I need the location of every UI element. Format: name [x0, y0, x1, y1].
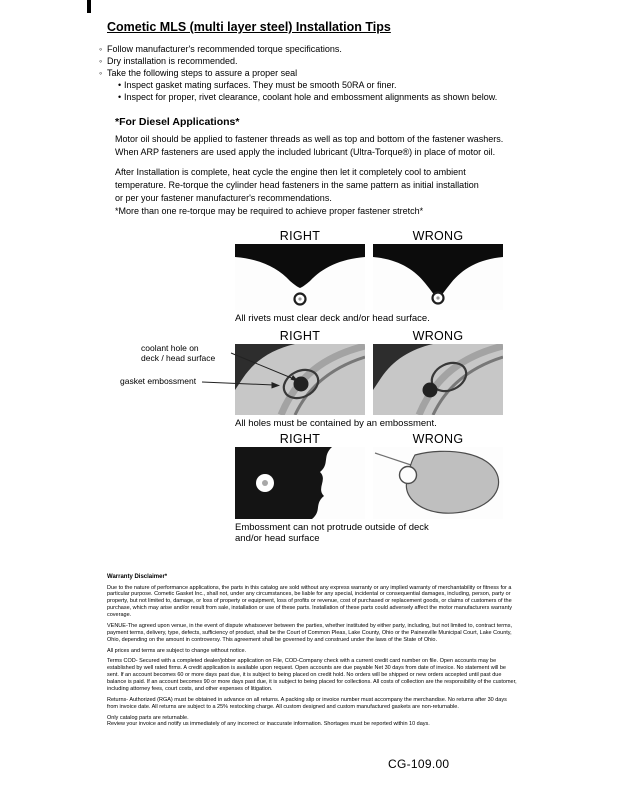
paragraph-line: or per your fastener manufacturer's recommendations.	[115, 193, 332, 203]
diagram-protrusion-wrong	[373, 447, 503, 519]
diagram-rivet-right	[235, 244, 365, 310]
disclaimer-paragraph: Only catalog parts are returnable.	[107, 714, 189, 721]
list-item-text: Inspect for proper, rivet clearance, coolant hole and embossment alignments as shown below.	[124, 92, 498, 102]
label-line: deck / head surface	[141, 353, 216, 363]
label-line: coolant hole on	[141, 343, 199, 353]
arrowhead-icon	[272, 382, 281, 389]
diagram-images	[235, 447, 507, 519]
scan-edge-mark	[87, 0, 91, 13]
paragraph-line: temperature. Re-torque the cylinder head fasteners in the same pattern as initial installation	[115, 180, 479, 190]
disclaimer-paragraph: Review your invoice and notify us immediately of any incorrect or inaccurate information. Shortages must be reported within 10 days.	[107, 721, 430, 728]
disclaimer-paragraph: All prices and terms are subject to change without notice.	[107, 647, 247, 654]
diagram-caption: All holes must be contained by an embossment.	[235, 418, 437, 429]
diesel-paragraph-heat-cycle	[115, 166, 479, 205]
list-item	[99, 43, 497, 55]
diagram-headings	[235, 229, 507, 243]
diagram-headings	[235, 329, 507, 343]
list-item-text: Take the following steps to assure a proper seal	[107, 68, 298, 78]
wrong-heading: WRONG	[412, 329, 464, 343]
dot-bullet-icon: •	[118, 92, 122, 102]
dot-bullet-icon: •	[118, 80, 122, 90]
wrong-heading: WRONG	[412, 432, 464, 446]
list-item	[99, 55, 497, 67]
caption-line: and/or head surface	[235, 533, 320, 544]
bullet-icon: ◦	[99, 44, 103, 54]
disclaimer-paragraph: Terms COD- Secured with a completed dealer/jobber application on File, COD-Company check with a current credit card number on file. Open accounts may be established by well rated firms. A credit application is available upon request. Open accounts are due payable Net 30 days from date of invoice. No statement will be sent. If an account becomes 60 or more days past due, it is subject to being placed on credit hold. No orders will be shipped or new orders accepted until past due balance is paid. If an account becomes 90 or more days past due, it is subject to being placed for collections. All costs of collection are the responsibility of the customer, including attorney fees, court costs, and other expenses of litigation.	[107, 658, 517, 692]
list-item	[99, 67, 497, 79]
list-item-text: Inspect gasket mating surfaces. They must be smooth 50RA or finer.	[124, 80, 397, 90]
embossment-hole-shape	[400, 467, 417, 484]
list-item-text: Follow manufacturer's recommended torque specifications.	[107, 44, 342, 54]
disclaimer-paragraph: Due to the nature of performance applications, the parts in this catalog are sold without any express warranty or any implied warranty of merchantability or fitness for a particular purpose. Cometic Gasket Inc., shall not, under any circumstances, be liable for any special, incidental or consequential damages, including, person, party or property, but not limited to, damage, or loss of property or equipment, loss of profits or revenue, cost of purchased or replacement goods, or claims of customers of the purchase, which may arise and/or result from sale, installation or use of these parts. Installation of these parts could adversely affect the motor manufacturers warranty coverage.	[107, 584, 512, 618]
list-item-text: Dry installation is recommended.	[107, 56, 238, 66]
right-heading: RIGHT	[279, 229, 321, 243]
coolant-hole-shape	[423, 383, 438, 398]
bullet-icon: ◦	[99, 56, 103, 66]
sub-list-item	[118, 91, 497, 103]
diagram-headings	[235, 432, 507, 446]
diesel-paragraph-oil	[115, 133, 503, 159]
diagram-embossment-wrong	[373, 344, 503, 415]
installation-tips-list	[99, 43, 497, 103]
diagram-caption: All rivets must clear deck and/or head surface.	[235, 313, 430, 324]
diagram-group-protrusion	[235, 432, 507, 544]
diagram-protrusion-right	[235, 447, 365, 519]
diagram-group-rivets	[235, 229, 507, 324]
caption-line: Embossment can not protrude outside of deck	[235, 522, 429, 533]
diesel-heading: *For Diesel Applications*	[115, 116, 240, 128]
diagram-caption	[235, 522, 507, 544]
retorque-note: *More than one re-torque may be required to achieve proper fastener stretch*	[115, 206, 424, 216]
disclaimer-paragraph: VENUE-The agreed upon venue, in the event of dispute whatsoever between the parties, whether instituted by either party, including, but not limited to, contract terms, payment terms, delivery, type, defects, sufficiency of product, shall be the Court of Common Pleas, Lake County, Ohio or the Painesville Municipal Court, Lake County, Ohio, depending on the amount in controversy. This agreement shall be governed by and construed under the laws of the State of Ohio.	[107, 622, 512, 643]
diagram-rivet-wrong	[373, 244, 503, 310]
paragraph-line: Motor oil should be applied to fastener threads as well as top and bottom of the fastener washers.	[115, 134, 504, 144]
page-code: CG-109.00	[388, 757, 450, 771]
bullet-icon: ◦	[99, 68, 103, 78]
right-heading: RIGHT	[279, 432, 321, 446]
disclaimer-paragraph: Returns- Authorized (RGA) must be obtained in advance on all returns. A packing slip or invoice number must accompany the merchandise. No returns after 30 days from invoice date. All returns are subject to a 25% restocking charge. All custom designed and custom manufactured gaskets are non-returnable.	[107, 696, 507, 710]
warranty-heading: Warranty Disclaimer*	[107, 574, 168, 580]
pointer-lines	[118, 342, 308, 398]
paragraph-line: When ARP fasteners are used apply the included lubricant (Ultra-Torque®) in place of motor oil.	[115, 147, 496, 157]
sub-list-item	[118, 79, 497, 91]
arrowhead-icon	[291, 375, 300, 382]
doc-title: Cometic MLS (multi layer steel) Installation Tips	[107, 20, 391, 34]
warranty-disclaimer	[107, 574, 519, 728]
paragraph-line: After Installation is complete, heat cycle the engine then let it completely cool to ambient	[115, 167, 466, 177]
right-heading: RIGHT	[279, 329, 321, 343]
wrong-heading: WRONG	[412, 229, 464, 243]
diagram-images	[235, 244, 507, 310]
gasket-embossment-label: gasket embossment	[120, 376, 197, 386]
